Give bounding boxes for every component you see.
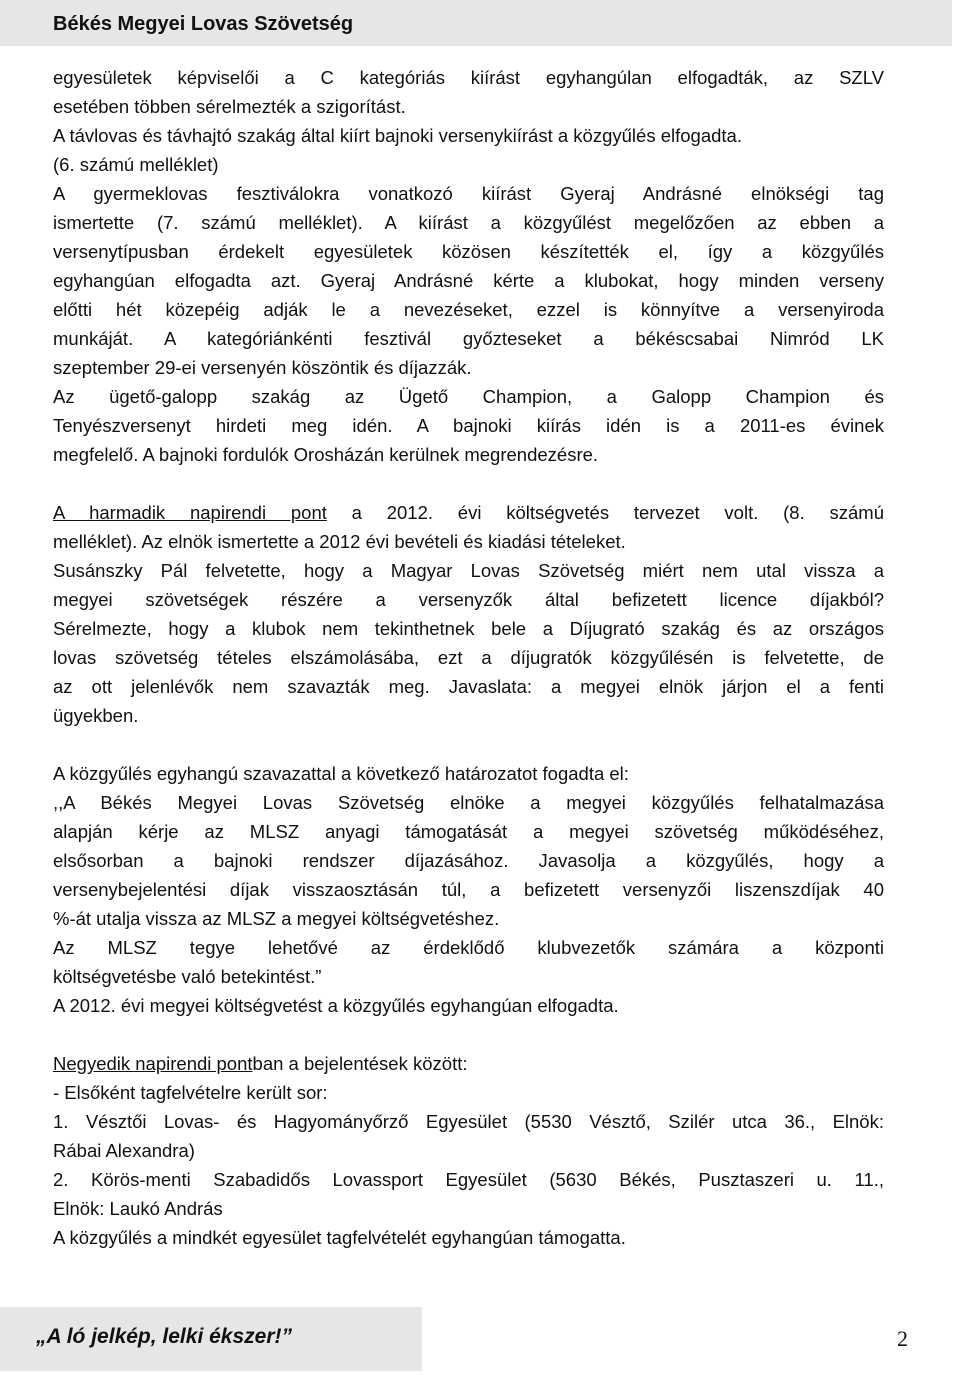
line-text: megyei szövetségek részére a versenyzők által befizetett licence díjakból? (53, 589, 884, 610)
header-title: Békés Megyei Lovas Szövetség (53, 13, 354, 35)
line-text: alapján kérje az MLSZ anyagi támogatását a megyei szövetség működéséhez, (53, 821, 884, 842)
document-body (53, 63, 884, 1252)
line-text: Az MLSZ tegye lehetővé az érdeklődő klubvezetők számára a központi (53, 937, 884, 958)
underlined-heading: Negyedik napirendi pont (53, 1053, 253, 1074)
line-text: 2. Körös-menti Szabadidős Lovassport Egyesület (5630 Békés, Pusztaszeri u. 11., (53, 1169, 884, 1190)
line-text: A közgyűlés egyhangú szavazattal a következő határozatot fogadta el: (53, 763, 629, 784)
text-line (53, 962, 884, 991)
line-text: az ott jelenlévők nem szavazták meg. Javaslata: a megyei elnök járjon el a fenti (53, 676, 884, 697)
text-line (53, 382, 884, 411)
text-line (53, 614, 884, 643)
line-text: ügyekben. (53, 705, 139, 726)
text-line (53, 237, 884, 266)
text-line (53, 411, 884, 440)
text-line (53, 846, 884, 875)
paragraph-gap (53, 1020, 884, 1049)
line-text: A 2012. évi megyei költségvetést a közgyűlés egyhangúan elfogadta. (53, 995, 619, 1016)
text-line (53, 92, 884, 121)
line-text: %-át utalja vissza az MLSZ a megyei költségvetéshez. (53, 908, 500, 929)
paragraph-gap (53, 469, 884, 498)
line-text: a 2012. évi költségvetés tervezet volt. (8. számú (326, 502, 884, 523)
line-text: 1. Vésztői Lovas- és Hagyományőrző Egyesület (5530 Vésztő, Szilér utca 36., Elnök: (53, 1111, 884, 1132)
text-line (53, 1136, 884, 1165)
text-line (53, 266, 884, 295)
line-text: elsősorban a bajnoki rendszer díjazásához. Javasolja a közgyűlés, hogy a (53, 850, 884, 871)
text-line (53, 63, 884, 92)
line-text: Az ügető-galopp szakág az Ügető Champion, a Galopp Champion és (53, 386, 884, 407)
text-line (53, 556, 884, 585)
line-text: A gyermeklovas fesztiválokra vonatkozó kiírást Gyeraj Andrásné elnökségi tag (53, 183, 884, 204)
line-text: munkáját. A kategóriánkénti fesztivál győzteseket a békéscsabai Nimród LK (53, 328, 884, 349)
text-line (53, 701, 884, 730)
text-line (53, 150, 884, 179)
text-line (53, 1078, 884, 1107)
text-line (53, 991, 884, 1020)
line-text: - Elsőként tagfelvételre került sor: (53, 1082, 328, 1103)
text-line (53, 295, 884, 324)
text-line (53, 672, 884, 701)
line-text: egyhangúan elfogadta azt. Gyeraj Andrásné kérte a klubokat, hogy minden verseny (53, 270, 884, 291)
text-line (53, 1165, 884, 1194)
text-line (53, 179, 884, 208)
line-text: ,,A Békés Megyei Lovas Szövetség elnöke a megyei közgyűlés felhatalmazása (53, 792, 884, 813)
page-number: 2 (897, 1326, 908, 1351)
line-text: megfelelő. A bajnoki fordulók Orosházán kerülnek megrendezésre. (53, 444, 599, 465)
line-text: Sérelmezte, hogy a klubok nem tekinthetnek bele a Díjugrató szakág és az országos (53, 618, 884, 639)
line-text: A távlovas és távhajtó szakág által kiírt bajnoki versenykiírást a közgyűlés elfogadta. (53, 125, 742, 146)
line-text: Tenyészversenyt hirdeti meg idén. A bajnoki kiírás idén is a 2011-es évinek (53, 415, 884, 436)
text-line (53, 817, 884, 846)
line-text: előtti hét közepéig adják le a nevezéseket, ezzel is könnyítve a versenyiroda (53, 299, 884, 320)
line-text: egyesületek képviselői a C kategóriás kiírást egyhangúlan elfogadták, az SZLV (53, 67, 884, 88)
text-line (53, 353, 884, 382)
text-line (53, 643, 884, 672)
line-text: versenytípusban érdekelt egyesületek közösen készítették el, így a közgyűlés (53, 241, 884, 262)
text-line (53, 585, 884, 614)
line-text: esetében többen sérelmezték a szigorítást. (53, 96, 406, 117)
line-text: ismertette (7. számú melléklet). A kiírást a közgyűlést megelőzően az ebben a (53, 212, 884, 233)
text-line (53, 759, 884, 788)
line-text: melléklet). Az elnök ismertette a 2012 évi bevételi és kiadási tételeket. (53, 531, 626, 552)
line-text: költségvetésbe való betekintést.” (53, 966, 322, 987)
underlined-heading: A harmadik napirendi pont (53, 502, 327, 523)
page-header (0, 0, 960, 46)
text-line (53, 498, 884, 527)
text-line (53, 875, 884, 904)
line-text: Susánszky Pál felvetette, hogy a Magyar Lovas Szövetség miért nem utal vissza a (53, 560, 884, 581)
text-line (53, 527, 884, 556)
line-text: (6. számú melléklet) (53, 154, 219, 175)
text-line (53, 1107, 884, 1136)
footer-motto: „A ló jelkép, lelki ékszer!” (36, 1325, 292, 1348)
text-line (53, 1223, 884, 1252)
line-text: Rábai Alexandra) (53, 1140, 195, 1161)
paragraph-gap (53, 730, 884, 759)
line-text: ban a bejelentések között: (252, 1053, 468, 1074)
text-line (53, 121, 884, 150)
line-text: lovas szövetség tételes elszámolásába, ezt a díjugratók közgyűlésén is felvetette, de (53, 647, 884, 668)
line-text: Elnök: Laukó András (53, 1198, 223, 1219)
text-line (53, 1049, 884, 1078)
text-line (53, 904, 884, 933)
text-line (53, 788, 884, 817)
text-line (53, 208, 884, 237)
line-text: szeptember 29-ei versenyén köszöntik és díjazzák. (53, 357, 472, 378)
text-line (53, 1194, 884, 1223)
line-text: versenybejelentési díjak visszaosztásán túl, a befizetett versenyzői liszenszdíjak 40 (53, 879, 884, 900)
text-line (53, 933, 884, 962)
text-line (53, 324, 884, 353)
text-line (53, 440, 884, 469)
line-text: A közgyűlés a mindkét egyesület tagfelvételét egyhangúan támogatta. (53, 1227, 626, 1248)
